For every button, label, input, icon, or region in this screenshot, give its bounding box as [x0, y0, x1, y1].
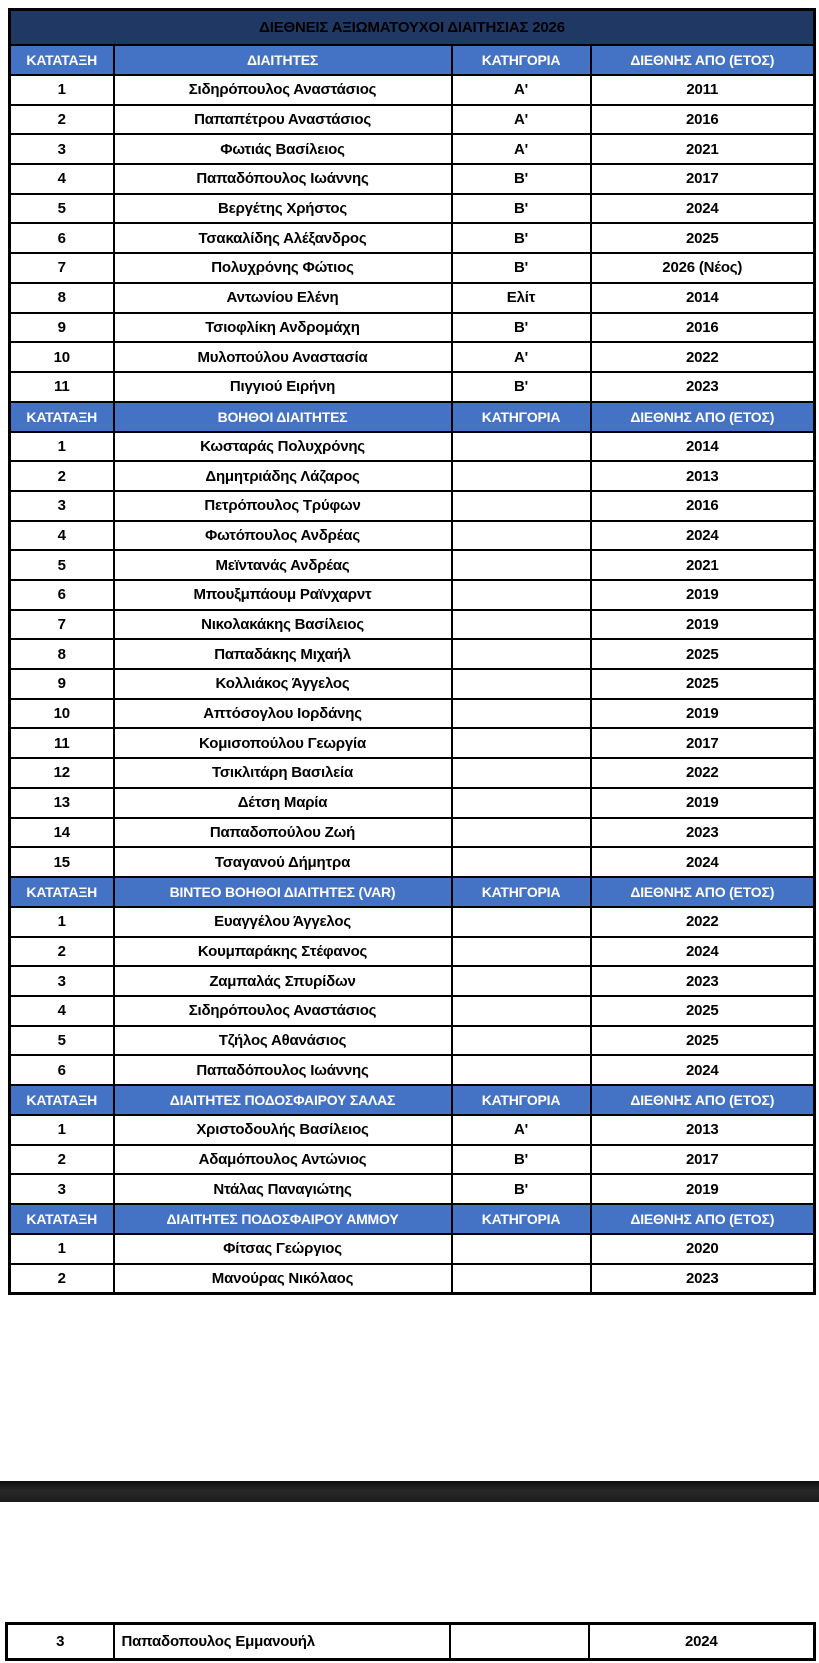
- section-title: ΒΙΝΤΕΟ ΒΟΗΘΟΙ ΔΙΑΙΤΗΤΕΣ (VAR): [114, 877, 452, 907]
- section-header-row: [10, 45, 815, 75]
- table-row: [10, 1055, 815, 1085]
- rank-cell: 2: [10, 1264, 114, 1294]
- year-header: ΔΙΕΘΝΗΣ ΑΠΟ (ΕΤΟΣ): [591, 402, 815, 432]
- year-cell: 2024: [589, 1624, 815, 1660]
- title-row: [10, 10, 815, 46]
- category-cell: Α': [452, 75, 591, 105]
- year-cell: 2014: [591, 283, 815, 313]
- table-row: [10, 134, 815, 164]
- name-cell: Ντάλας Παναγιώτης: [114, 1174, 452, 1204]
- section-title: ΔΙΑΙΤΗΤΕΣ ΠΟΔΟΣΦΑΙΡΟΥ ΣΑΛΑΣ: [114, 1085, 452, 1115]
- year-cell: 2021: [591, 134, 815, 164]
- rank-header: ΚΑΤΑΤΑΞΗ: [10, 1085, 114, 1115]
- rank-header: ΚΑΤΑΤΑΞΗ: [10, 1204, 114, 1234]
- category-cell: [452, 758, 591, 788]
- year-cell: 2023: [591, 372, 815, 402]
- table-row: [10, 432, 815, 462]
- year-header: ΔΙΕΘΝΗΣ ΑΠΟ (ΕΤΟΣ): [591, 1085, 815, 1115]
- category-cell: [452, 1055, 591, 1085]
- name-cell: Φίτσας Γεώργιος: [114, 1234, 452, 1264]
- name-cell: Κολλιάκος Άγγελος: [114, 669, 452, 699]
- name-cell: Τσικλιτάρη Βασιλεία: [114, 758, 452, 788]
- category-cell: [452, 1234, 591, 1264]
- table-row: [10, 1234, 815, 1264]
- category-cell: Β': [452, 223, 591, 253]
- table-row: [10, 164, 815, 194]
- rank-cell: 3: [10, 1174, 114, 1204]
- category-cell: [452, 907, 591, 937]
- rank-cell: 8: [10, 283, 114, 313]
- table-row: [10, 788, 815, 818]
- year-cell: 2017: [591, 164, 815, 194]
- rank-cell: 5: [10, 550, 114, 580]
- year-cell: 2026 (Νέος): [591, 253, 815, 283]
- document-sheet: [8, 8, 816, 1295]
- category-cell: Β': [452, 1174, 591, 1204]
- year-cell: 2025: [591, 669, 815, 699]
- section-title: ΔΙΑΙΤΗΤΕΣ ΠΟΔΟΣΦΑΙΡΟΥ ΑΜΜΟΥ: [114, 1204, 452, 1234]
- name-cell: Αντωνίου Ελένη: [114, 283, 452, 313]
- table-row: [10, 342, 815, 372]
- year-cell: 2022: [591, 342, 815, 372]
- page-break-bar: [0, 1481, 819, 1502]
- name-cell: Παπαδόπουλος Ιωάννης: [114, 1055, 452, 1085]
- name-cell: Τσιοφλίκη Ανδρομάχη: [114, 313, 452, 343]
- table-row: [10, 194, 815, 224]
- name-cell: Δέτση Μαρία: [114, 788, 452, 818]
- category-cell: [452, 521, 591, 551]
- table-row: [10, 521, 815, 551]
- category-cell: Α': [452, 1115, 591, 1145]
- name-cell: Παπαδοπούλου Ζωή: [114, 818, 452, 848]
- rank-cell: 9: [10, 313, 114, 343]
- table-row: [10, 283, 815, 313]
- year-cell: 2011: [591, 75, 815, 105]
- rank-cell: 10: [10, 699, 114, 729]
- rank-cell: 3: [10, 134, 114, 164]
- year-cell: 2019: [591, 788, 815, 818]
- table-row: [10, 223, 815, 253]
- table-row: [10, 639, 815, 669]
- rank-cell: 11: [10, 372, 114, 402]
- category-header: ΚΑΤΗΓΟΡΙΑ: [452, 877, 591, 907]
- category-cell: [450, 1624, 589, 1660]
- name-cell: Παπαδόπουλος Ιωάννης: [114, 164, 452, 194]
- rank-cell: 5: [10, 1026, 114, 1056]
- category-header: ΚΑΤΗΓΟΡΙΑ: [452, 1085, 591, 1115]
- category-cell: Β': [452, 194, 591, 224]
- year-cell: 2013: [591, 461, 815, 491]
- name-cell: Μεϊντανάς Ανδρέας: [114, 550, 452, 580]
- section-header-row: [10, 1085, 815, 1115]
- rank-cell: 8: [10, 639, 114, 669]
- category-cell: [452, 728, 591, 758]
- table-row: [10, 550, 815, 580]
- category-cell: Β': [452, 313, 591, 343]
- category-cell: [452, 699, 591, 729]
- year-cell: 2025: [591, 996, 815, 1026]
- year-cell: 2024: [591, 521, 815, 551]
- category-cell: [452, 639, 591, 669]
- rank-cell: 2: [10, 461, 114, 491]
- year-cell: 2019: [591, 699, 815, 729]
- table-row: [10, 996, 815, 1026]
- rank-cell: 7: [10, 253, 114, 283]
- rank-cell: 1: [10, 75, 114, 105]
- name-cell: Χριστοδουλής Βασίλειος: [114, 1115, 452, 1145]
- rank-cell: 1: [10, 1115, 114, 1145]
- year-cell: 2020: [591, 1234, 815, 1264]
- category-cell: [452, 432, 591, 462]
- rank-cell: 6: [10, 1055, 114, 1085]
- table-row: [10, 580, 815, 610]
- table-row: [10, 491, 815, 521]
- category-cell: [452, 669, 591, 699]
- year-cell: 2025: [591, 639, 815, 669]
- year-cell: 2024: [591, 937, 815, 967]
- year-cell: 2023: [591, 818, 815, 848]
- year-cell: 2025: [591, 1026, 815, 1056]
- table-row: [10, 372, 815, 402]
- year-cell: 2022: [591, 907, 815, 937]
- year-cell: 2025: [591, 223, 815, 253]
- name-cell: Πετρόπουλος Τρύφων: [114, 491, 452, 521]
- year-cell: 2019: [591, 610, 815, 640]
- rank-cell: 5: [10, 194, 114, 224]
- table-row: [10, 699, 815, 729]
- category-cell: Β': [452, 372, 591, 402]
- section-header-row: [10, 402, 815, 432]
- table-row: [10, 818, 815, 848]
- table-row: [10, 966, 815, 996]
- name-cell: Σιδηρόπουλος Αναστάσιος: [114, 75, 452, 105]
- name-cell: Πιγγιού Ειρήνη: [114, 372, 452, 402]
- table-row: [10, 1145, 815, 1175]
- table-row: [10, 758, 815, 788]
- category-cell: Α': [452, 134, 591, 164]
- category-cell: [452, 966, 591, 996]
- rank-cell: 13: [10, 788, 114, 818]
- year-cell: 2014: [591, 432, 815, 462]
- name-cell: Νικολακάκης Βασίλειος: [114, 610, 452, 640]
- table-row: [7, 1624, 815, 1660]
- category-header: ΚΑΤΗΓΟΡΙΑ: [452, 1204, 591, 1234]
- year-cell: 2013: [591, 1115, 815, 1145]
- name-cell: Μπουξμπάουμ Ραϊνχαρντ: [114, 580, 452, 610]
- year-cell: 2023: [591, 1264, 815, 1294]
- rank-cell: 2: [10, 1145, 114, 1175]
- rank-cell: 4: [10, 521, 114, 551]
- table-row: [10, 461, 815, 491]
- table-row: [10, 907, 815, 937]
- year-cell: 2019: [591, 1174, 815, 1204]
- rank-header: ΚΑΤΑΤΑΞΗ: [10, 402, 114, 432]
- rank-cell: 9: [10, 669, 114, 699]
- name-cell: Ευαγγέλου Άγγελος: [114, 907, 452, 937]
- year-cell: 2019: [591, 580, 815, 610]
- name-cell: Τσακαλίδης Αλέξανδρος: [114, 223, 452, 253]
- category-cell: [452, 788, 591, 818]
- year-cell: 2022: [591, 758, 815, 788]
- year-header: ΔΙΕΘΝΗΣ ΑΠΟ (ΕΤΟΣ): [591, 45, 815, 75]
- rank-header: ΚΑΤΑΤΑΞΗ: [10, 877, 114, 907]
- table-row: [10, 1115, 815, 1145]
- year-cell: 2017: [591, 1145, 815, 1175]
- year-cell: 2021: [591, 550, 815, 580]
- section-title: ΔΙΑΙΤΗΤΕΣ: [114, 45, 452, 75]
- rank-cell: 1: [10, 432, 114, 462]
- name-cell: Αδαμόπουλος Αντώνιος: [114, 1145, 452, 1175]
- name-cell: Πολυχρόνης Φώτιος: [114, 253, 452, 283]
- table-row: [10, 1264, 815, 1294]
- table-row: [10, 728, 815, 758]
- name-cell: Παπαδάκης Μιχαήλ: [114, 639, 452, 669]
- category-cell: Ελίτ: [452, 283, 591, 313]
- category-cell: Α': [452, 105, 591, 135]
- name-cell: Δημητριάδης Λάζαρος: [114, 461, 452, 491]
- category-cell: [452, 461, 591, 491]
- table-row: [10, 105, 815, 135]
- table-row: [10, 253, 815, 283]
- rank-cell: 3: [7, 1624, 114, 1660]
- rank-header: ΚΑΤΑΤΑΞΗ: [10, 45, 114, 75]
- year-header: ΔΙΕΘΝΗΣ ΑΠΟ (ΕΤΟΣ): [591, 877, 815, 907]
- section-title: ΒΟΗΘΟΙ ΔΙΑΙΤΗΤΕΣ: [114, 402, 452, 432]
- table-row: [10, 847, 815, 877]
- rank-cell: 7: [10, 610, 114, 640]
- section-header-row: [10, 877, 815, 907]
- name-cell: Τζήλος Αθανάσιος: [114, 1026, 452, 1056]
- rank-cell: 3: [10, 966, 114, 996]
- name-cell: Φωτιάς Βασίλειος: [114, 134, 452, 164]
- rank-cell: 4: [10, 996, 114, 1026]
- year-cell: 2017: [591, 728, 815, 758]
- referees-table: [8, 8, 816, 1295]
- rank-cell: 6: [10, 580, 114, 610]
- page-title: ΔΙΕΘΝΕΙΣ ΑΞΙΩΜΑΤΟΥΧΟΙ ΔΙΑΙΤΗΣΙΑΣ 2026: [10, 10, 815, 46]
- name-cell: Μανούρας Νικόλαος: [114, 1264, 452, 1294]
- table-row: [10, 610, 815, 640]
- category-cell: [452, 1264, 591, 1294]
- category-header: ΚΑΤΗΓΟΡΙΑ: [452, 45, 591, 75]
- category-header: ΚΑΤΗΓΟΡΙΑ: [452, 402, 591, 432]
- name-cell: Κομισοπούλου Γεωργία: [114, 728, 452, 758]
- table-row: [10, 75, 815, 105]
- year-cell: 2024: [591, 194, 815, 224]
- category-cell: [452, 818, 591, 848]
- year-cell: 2024: [591, 847, 815, 877]
- name-cell: Μυλοπούλου Αναστασία: [114, 342, 452, 372]
- rank-cell: 14: [10, 818, 114, 848]
- table-row: [10, 937, 815, 967]
- year-header: ΔΙΕΘΝΗΣ ΑΠΟ (ΕΤΟΣ): [591, 1204, 815, 1234]
- category-cell: [452, 580, 591, 610]
- table-row: [10, 313, 815, 343]
- table-row: [10, 1174, 815, 1204]
- name-cell: Παπαπέτρου Αναστάσιος: [114, 105, 452, 135]
- year-cell: 2016: [591, 105, 815, 135]
- section-header-row: [10, 1204, 815, 1234]
- category-cell: [452, 996, 591, 1026]
- rank-cell: 1: [10, 907, 114, 937]
- rank-cell: 2: [10, 937, 114, 967]
- category-cell: [452, 937, 591, 967]
- name-cell: Παπαδοπουλος Εμμανουήλ: [114, 1624, 450, 1660]
- rank-cell: 4: [10, 164, 114, 194]
- year-cell: 2023: [591, 966, 815, 996]
- year-cell: 2016: [591, 491, 815, 521]
- name-cell: Κουμπαράκης Στέφανος: [114, 937, 452, 967]
- name-cell: Τσαγανού Δήμητρα: [114, 847, 452, 877]
- orphan-row-table: [5, 1622, 816, 1661]
- category-cell: [452, 491, 591, 521]
- rank-cell: 12: [10, 758, 114, 788]
- category-cell: [452, 610, 591, 640]
- category-cell: Β': [452, 164, 591, 194]
- category-cell: Β': [452, 1145, 591, 1175]
- category-cell: Α': [452, 342, 591, 372]
- name-cell: Σιδηρόπουλος Αναστάσιος: [114, 996, 452, 1026]
- year-cell: 2016: [591, 313, 815, 343]
- rank-cell: 2: [10, 105, 114, 135]
- table-row: [10, 1026, 815, 1056]
- category-cell: Β': [452, 253, 591, 283]
- name-cell: Κωσταράς Πολυχρόνης: [114, 432, 452, 462]
- rank-cell: 3: [10, 491, 114, 521]
- category-cell: [452, 1026, 591, 1056]
- table-row: [10, 669, 815, 699]
- name-cell: Βεργέτης Χρήστος: [114, 194, 452, 224]
- year-cell: 2024: [591, 1055, 815, 1085]
- name-cell: Φωτόπουλος Ανδρέας: [114, 521, 452, 551]
- category-cell: [452, 550, 591, 580]
- rank-cell: 10: [10, 342, 114, 372]
- name-cell: Απτόσογλου Ιορδάνης: [114, 699, 452, 729]
- rank-cell: 1: [10, 1234, 114, 1264]
- rank-cell: 11: [10, 728, 114, 758]
- rank-cell: 15: [10, 847, 114, 877]
- category-cell: [452, 847, 591, 877]
- name-cell: Ζαμπαλάς Σπυρίδων: [114, 966, 452, 996]
- rank-cell: 6: [10, 223, 114, 253]
